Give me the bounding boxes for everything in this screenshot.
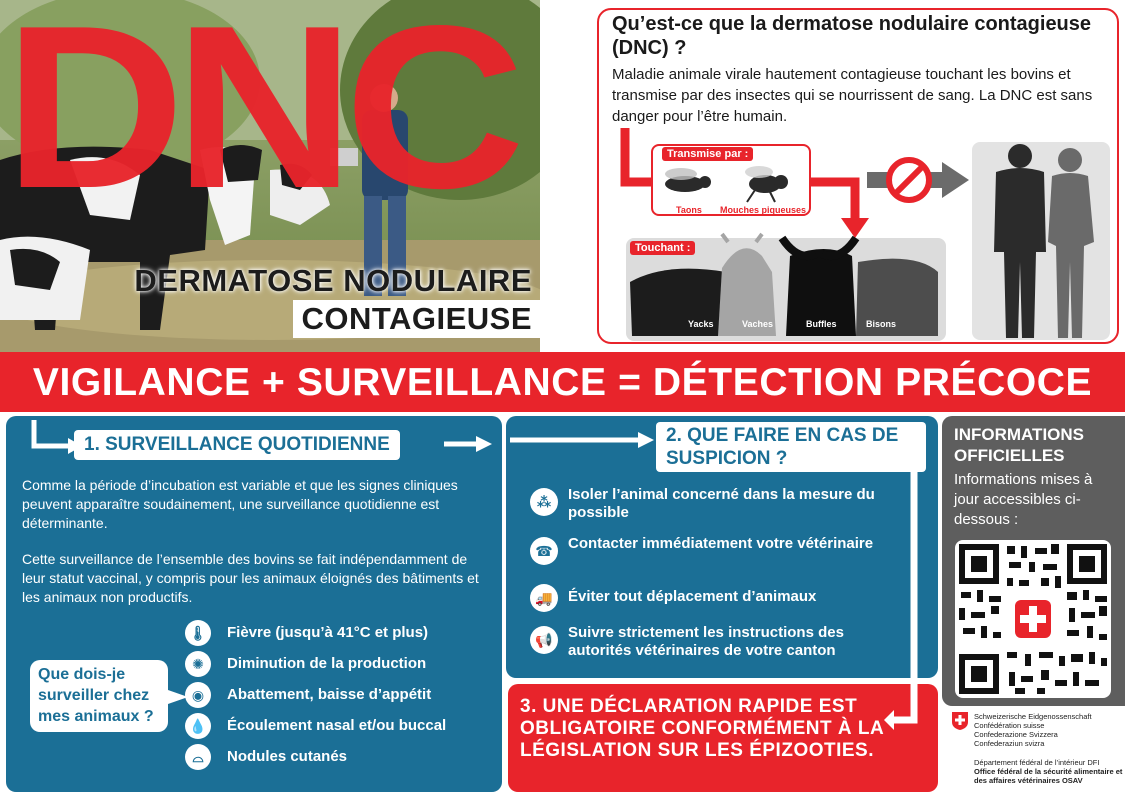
federal-office bbox=[974, 758, 1124, 785]
action-label: Éviter tout déplacement d’animaux bbox=[568, 588, 817, 605]
symptom-label: Fièvre (jusqu’à 41°C et plus) bbox=[227, 624, 429, 641]
dnc-big-letters: DNC bbox=[4, 0, 515, 237]
confederation-name-fr: Confédération suisse bbox=[974, 721, 1045, 730]
action-item bbox=[530, 624, 930, 664]
daily-surveillance-heading: 1. SURVEILLANCE QUOTIDIENNE bbox=[74, 430, 400, 460]
transmitted-by-label: Transmise par : bbox=[662, 147, 753, 161]
humans-box bbox=[972, 142, 1110, 340]
host-bisons: Bisons bbox=[866, 319, 897, 329]
surveillance-paragraph-1: Comme la période d’incubation est variable et que les signes cliniques peuvent apparaître soudainement, une surveillance quotidienne est déterminante. bbox=[22, 477, 458, 531]
symptom-label: Diminution de la production bbox=[227, 655, 427, 672]
hero-subtitle-line2: CONTAGIEUSE bbox=[293, 300, 540, 338]
symptom-label: Écoulement nasal et/ou buccal bbox=[227, 717, 447, 734]
hero-subtitle-line1: DERMATOSE NODULAIRE bbox=[134, 263, 532, 298]
plate-icon: ◉ bbox=[185, 682, 211, 708]
action-label: Contacter immédiatement votre vétérinaire bbox=[568, 535, 874, 552]
what-is-dnc-description: Maladie animale virale hautement contagieuse touchant les bovins et transmise par des insectes qui se nourrissent de sang. La DNC est sans danger pour l’être humain. bbox=[612, 66, 1093, 125]
stable-fly-icon bbox=[745, 166, 788, 202]
droplet-icon: 💧 bbox=[185, 713, 211, 739]
suspicion-heading: 2. QUE FAIRE EN CAS DE SUSPICION ? bbox=[656, 422, 926, 472]
official-info-text: Informations mises à jour accessibles ci-dessous : bbox=[954, 471, 1093, 528]
affecting-label: Touchant : bbox=[630, 241, 695, 255]
symptom-item bbox=[185, 713, 495, 741]
phone-icon: ☎ bbox=[530, 537, 558, 565]
action-item bbox=[530, 582, 930, 616]
symptom-label: Abattement, baisse d’appétit bbox=[227, 686, 432, 703]
symptom-item bbox=[185, 651, 495, 679]
surveillance-paragraph-2: Cette surveillance de l’ensemble des bovins se fait indépendamment de leur statut vaccinal, y compris pour les animaux éloignés des bâtiments et les animaux non productifs. bbox=[22, 551, 479, 605]
question-box: Que dois-je surveiller chez mes animaux ? bbox=[30, 660, 168, 732]
host-animals-illustration bbox=[626, 232, 946, 342]
office-name-line2: des affaires vétérinaires OSAV bbox=[974, 776, 1083, 785]
qr-code[interactable] bbox=[955, 540, 1111, 698]
host-vaches: Vaches bbox=[742, 319, 774, 329]
what-is-dnc-title: Qu’est-ce que la dermatose nodulaire contagieuse (DNC) ? bbox=[612, 13, 1092, 59]
symptom-item bbox=[185, 620, 495, 648]
action-label: Isoler l’animal concerné dans la mesure du possible bbox=[568, 486, 875, 521]
humans-silhouette-icon bbox=[972, 142, 1110, 340]
symptom-item bbox=[185, 682, 495, 710]
symptom-label: Nodules cutanés bbox=[227, 748, 348, 765]
department-name: Département fédéral de l’intérieur DFI bbox=[974, 758, 1100, 767]
confederation-name-rm: Confederaziun svizra bbox=[974, 739, 1045, 748]
hero-photo bbox=[0, 0, 540, 352]
insects-illustration bbox=[655, 160, 805, 204]
action-label: Suivre strictement les instructions des autorités vétérinaires de votre canton bbox=[568, 624, 844, 659]
banner-slogan: VIGILANCE + SURVEILLANCE = DÉTECTION PRÉCOCE bbox=[32, 361, 1093, 404]
vector-taons: Taons bbox=[676, 205, 702, 215]
office-name-line1: Office fédéral de la sécurité alimentaire et bbox=[974, 767, 1123, 776]
host-buffles: Buffles bbox=[806, 319, 837, 329]
host-yacks: Yacks bbox=[688, 319, 714, 329]
question-pointer-arrow bbox=[168, 690, 188, 704]
declaration-text: 3. UNE DÉCLARATION RAPIDE EST OBLIGATOIRE CONFORMÉMENT À LA LÉGISLATION SUR LES ÉPIZOOTIES. bbox=[520, 696, 884, 761]
action-item bbox=[530, 486, 930, 526]
yak-icon bbox=[630, 269, 730, 336]
action-item bbox=[530, 535, 930, 575]
confederation-names bbox=[974, 712, 1124, 748]
milk-drop-icon: ✺ bbox=[185, 651, 211, 677]
megaphone-icon: 📢 bbox=[530, 626, 558, 654]
horsefly-icon bbox=[665, 168, 711, 192]
skin-nodule-icon: ⌓ bbox=[185, 744, 211, 770]
confederation-name-de: Schweizerische Eidgenossenschaft bbox=[974, 712, 1092, 721]
truck-icon: 🚚 bbox=[530, 584, 558, 612]
qr-code-image bbox=[955, 540, 1111, 698]
swiss-coat-of-arms-icon bbox=[952, 712, 968, 730]
official-info-title: INFORMATIONS OFFICIELLES bbox=[954, 425, 1085, 465]
isolate-icon: ⁂ bbox=[530, 488, 558, 516]
thermometer-icon: 🌡 bbox=[185, 620, 211, 646]
symptom-item bbox=[185, 744, 495, 772]
confederation-name-it: Confederazione Svizzera bbox=[974, 730, 1058, 739]
vector-mouches: Mouches piqueuses bbox=[720, 205, 807, 215]
panel3-connector-arrow bbox=[884, 470, 934, 740]
